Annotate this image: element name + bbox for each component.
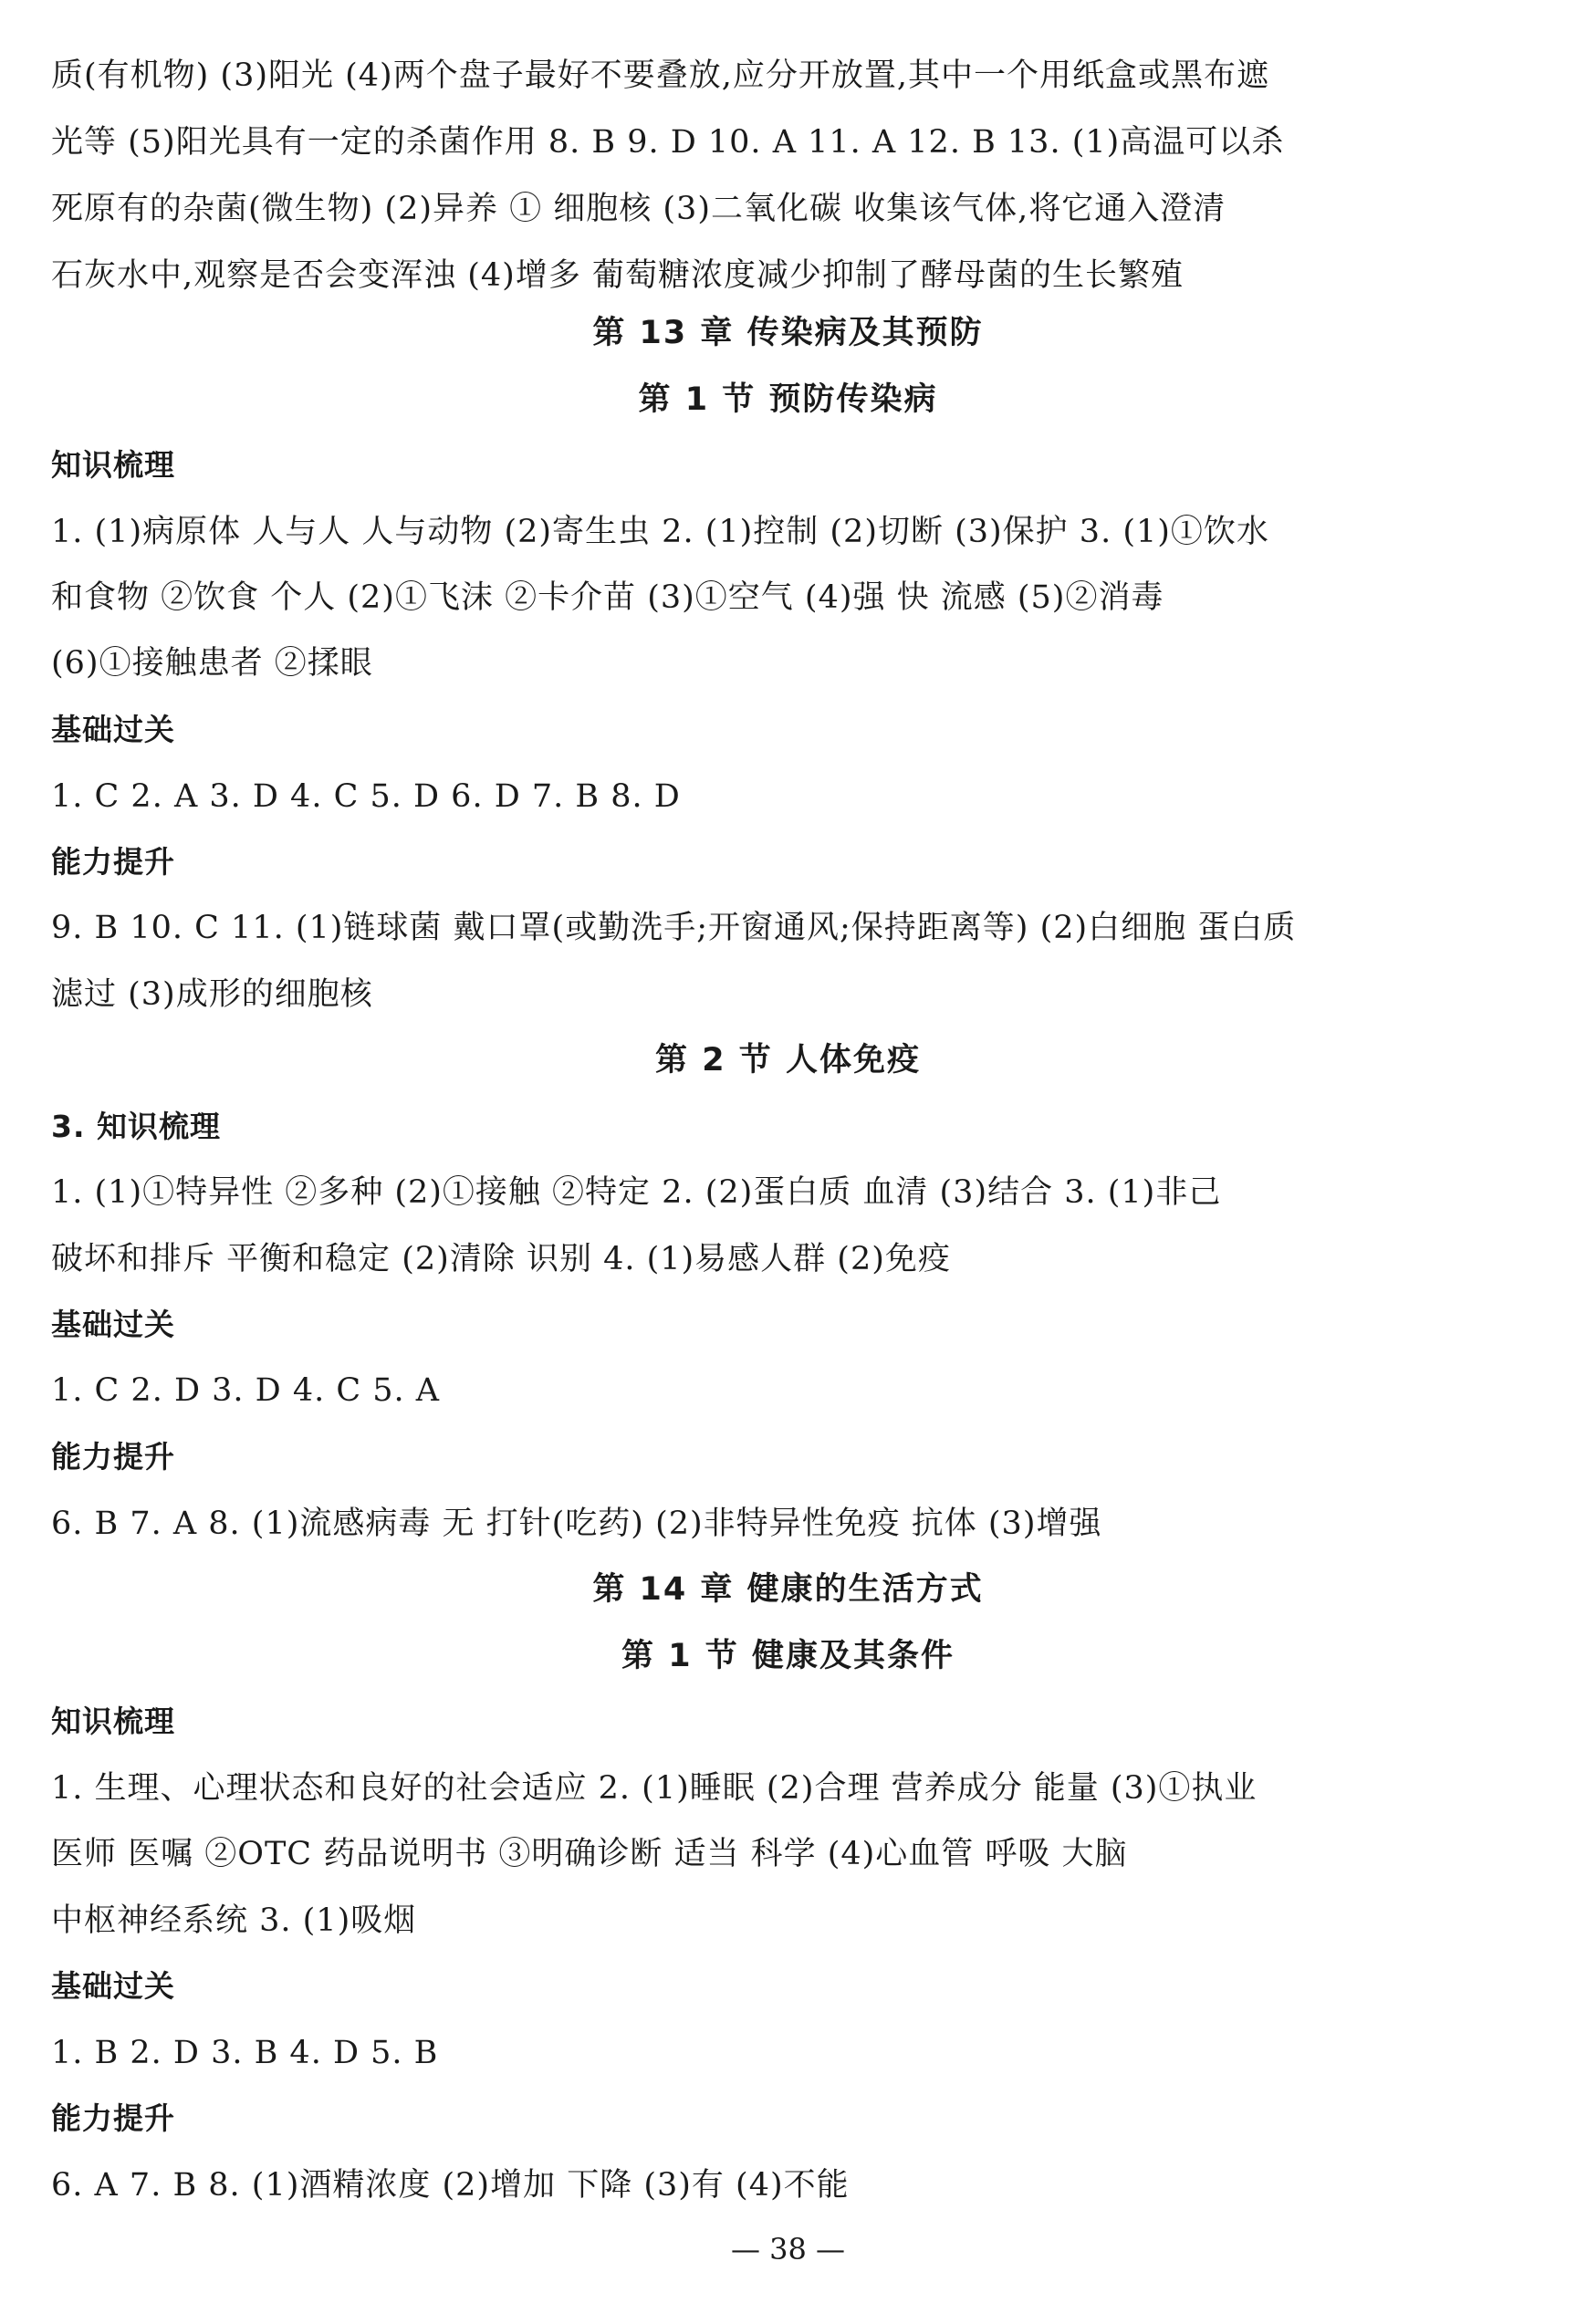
section-title: 第 1 节 预防传染病: [638, 381, 938, 418]
subsection-heading: 基础过关: [51, 1307, 175, 1342]
text-line: 6. B 7. A 8. (1)流感病毒 无 打针(吃药) (2)非特异性免疫 抗体 (3)增强: [51, 1506, 1102, 1542]
text-line: 9. B 10. C 11. (1)链球菌 戴口罩(或勤洗手;开窗通风;保持距离等) (2)白细胞 蛋白质: [51, 910, 1297, 946]
subsection-heading: 3. 知识梳理: [51, 1109, 221, 1144]
text-line: 中枢神经系统 3. (1)吸烟: [51, 1902, 417, 1939]
text-line: 质(有机物) (3)阳光 (4)两个盘子最好不要叠放,应分开放置,其中一个用纸盒或黑布遮: [51, 57, 1269, 94]
text-line: 和食物 ②饮食 个人 (2)①飞沫 ②卡介苗 (3)①空气 (4)强 快 流感 (5)②消毒: [51, 579, 1164, 616]
text-line: 1. C 2. D 3. D 4. C 5. A: [51, 1372, 441, 1409]
subsection-heading: 能力提升: [51, 1439, 175, 1475]
chapter-title: 第 14 章 健康的生活方式: [592, 1571, 984, 1608]
text-line: 滤过 (3)成形的细胞核: [51, 976, 373, 1013]
text-line: 1. (1)①特异性 ②多种 (2)①接触 ②特定 2. (2)蛋白质 血清 (3)结合 3. (1)非己: [51, 1174, 1222, 1211]
subsection-heading: 基础过关: [51, 1968, 175, 2004]
subsection-heading: 能力提升: [51, 844, 175, 880]
subsection-heading: 基础过关: [51, 712, 175, 747]
subsection-heading: 知识梳理: [51, 1704, 175, 1739]
section-title: 第 1 节 健康及其条件: [621, 1638, 955, 1674]
text-line: 1. 生理、心理状态和良好的社会适应 2. (1)睡眠 (2)合理 营养成分 能量 (3)①执业: [51, 1770, 1258, 1807]
text-line: 1. (1)病原体 人与人 人与动物 (2)寄生虫 2. (1)控制 (2)切断 (3)保护 3. (1)①饮水: [51, 514, 1269, 550]
chapter-title: 第 13 章 传染病及其预防: [592, 315, 984, 351]
text-line: 医师 医嘱 ②OTC 药品说明书 ③明确诊断 适当 科学 (4)心血管 呼吸 大脑: [51, 1836, 1128, 1872]
text-line: 6. A 7. B 8. (1)酒精浓度 (2)增加 下降 (3)有 (4)不能: [51, 2167, 850, 2204]
text-line: 光等 (5)阳光具有一定的杀菌作用 8. B 9. D 10. A 11. A 12. B 13. (1)高温可以杀: [51, 124, 1285, 161]
subsection-heading: 知识梳理: [51, 447, 175, 483]
subsection-heading: 能力提升: [51, 2100, 175, 2136]
text-line: 1. C 2. A 3. D 4. C 5. D 6. D 7. B 8. D: [51, 778, 681, 815]
text-line: (6)①接触患者 ②揉眼: [51, 645, 373, 682]
text-line: 1. B 2. D 3. B 4. D 5. B: [51, 2035, 439, 2071]
page-number: — 38 —: [730, 2232, 846, 2267]
text-line: 死原有的杂菌(微生物) (2)异养 ① 细胞核 (3)二氧化碳 收集该气体,将它通入澄清: [51, 191, 1226, 227]
text-line: 石灰水中,观察是否会变浑浊 (4)增多 葡萄糖浓度减少抑制了酵母菌的生长繁殖: [51, 257, 1184, 294]
section-title: 第 2 节 人体免疫: [655, 1042, 921, 1079]
text-line: 破坏和排斥 平衡和稳定 (2)清除 识别 4. (1)易感人群 (2)免疫: [51, 1241, 951, 1277]
